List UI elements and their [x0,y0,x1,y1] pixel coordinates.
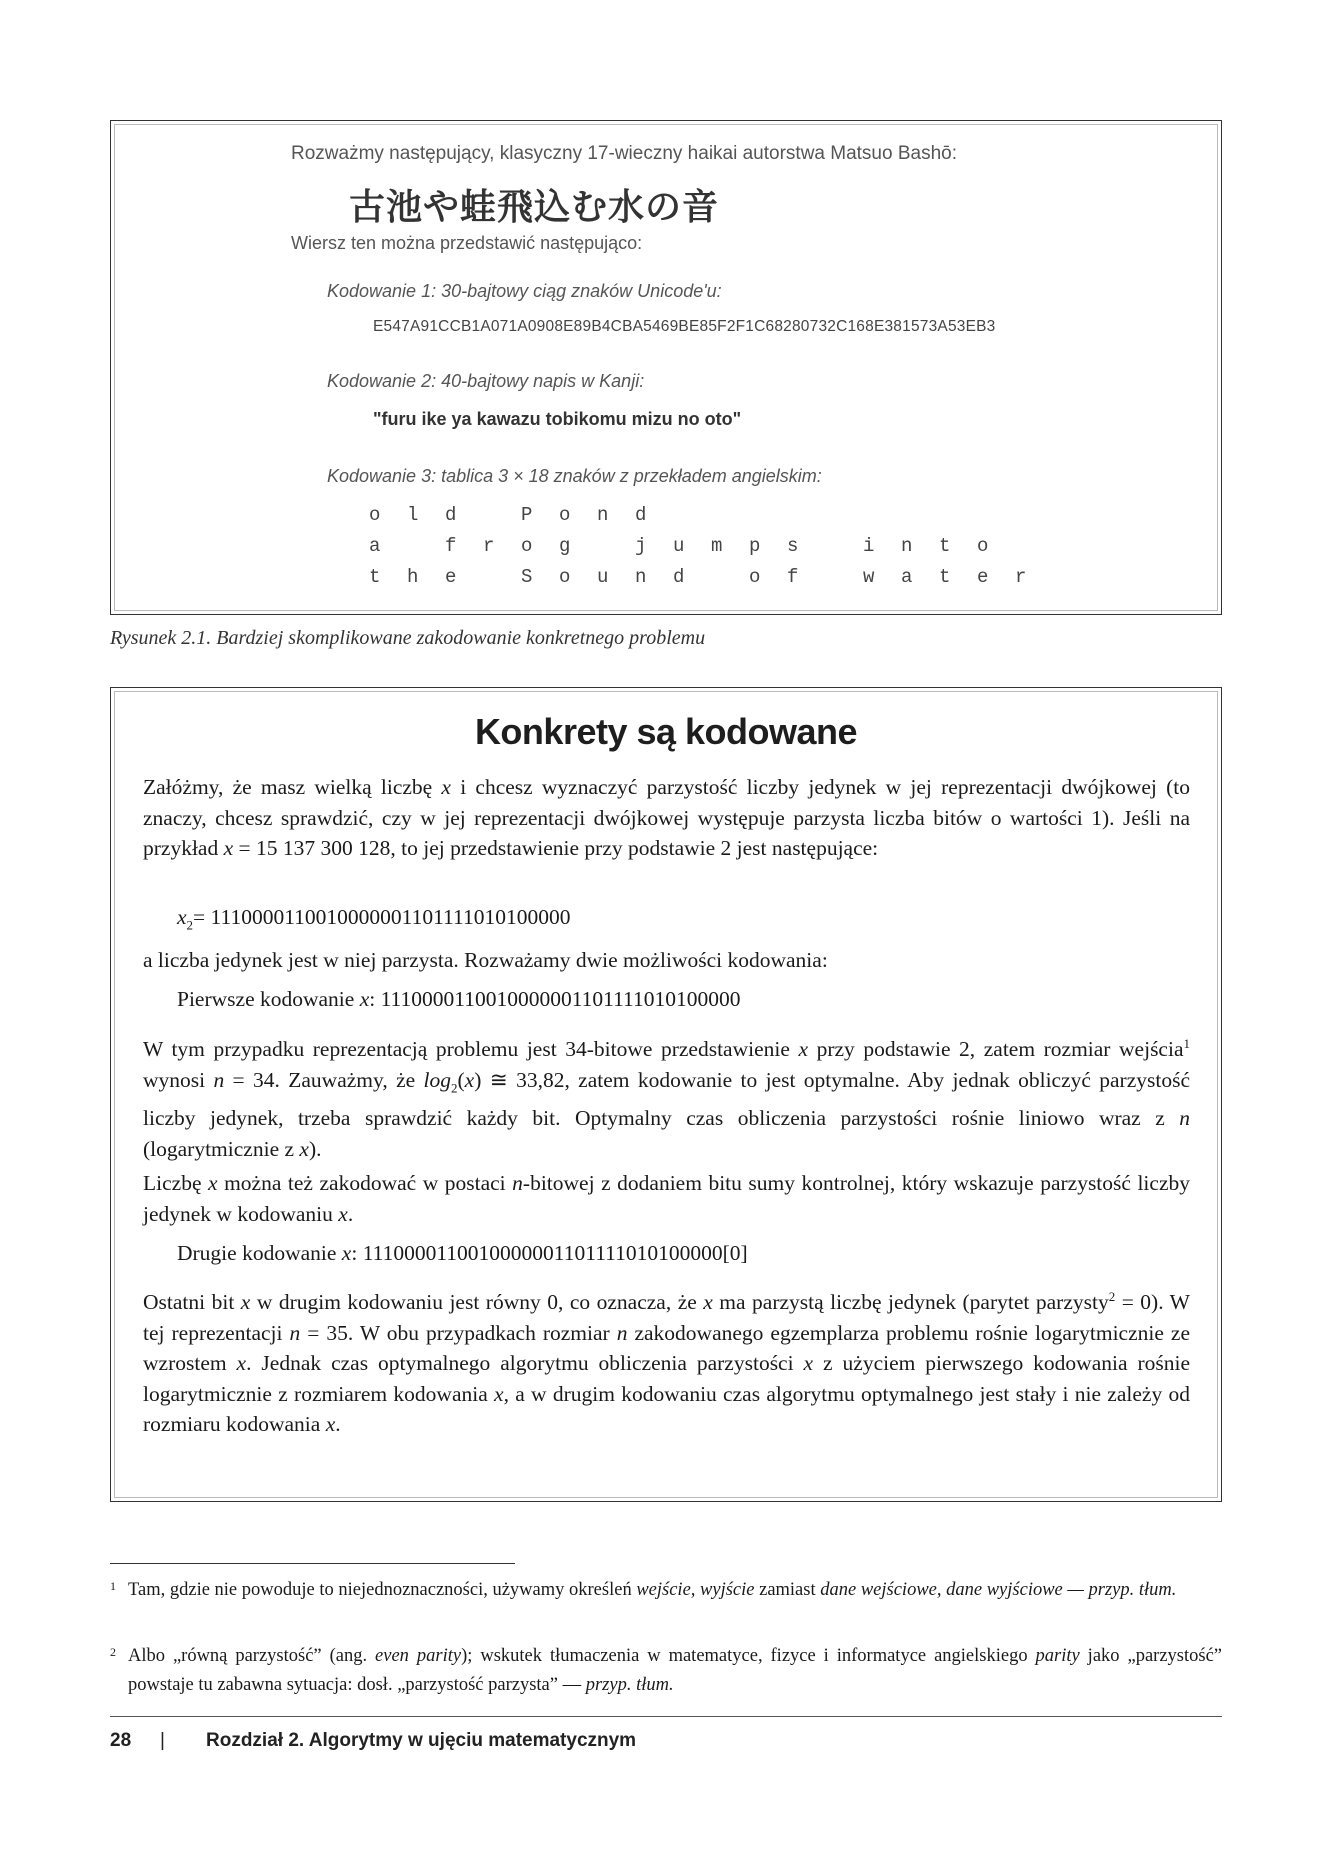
first-encoding-label: Pierwsze kodowanie [177,987,360,1011]
footnote-text: dane wejściowe, dane wyjściowe — przyp. tłum. [820,1580,1177,1600]
grid-cell: u [673,535,685,557]
chapter-title: Rozdział 2. Algorytmy w ujęciu matematycznym [206,1730,637,1751]
paragraph-4 [143,1168,1190,1229]
var-x: x [177,905,187,929]
footer-rule [110,1716,1222,1717]
p3-text: ). [308,1136,322,1161]
grid-cell: o [521,535,533,557]
grid-cell: t [939,566,951,588]
p3-text: = 34. Zauważmy, że [224,1067,424,1092]
binary-value: = 1110000110010000001101111010100000 [193,905,571,929]
var-n: n [289,1320,301,1345]
sidebar-title: Konkrety są kodowane [474,711,858,752]
second-encoding-label: Drugie kodowanie [177,1241,342,1265]
p1-text-a: Załóżmy, że masz wielką liczbę [143,775,442,799]
footnote-text: przyp. tłum. [585,1675,674,1695]
footnote-text: parity [1035,1646,1080,1666]
p5-text: = 35. W obu przypadkach rozmiar [300,1320,617,1345]
footnote-text: zamiast [754,1580,821,1600]
var-n: n [1179,1106,1190,1131]
paragraph-5 [143,1282,1190,1440]
var-n: n [512,1171,523,1195]
grid-cell: f [445,535,457,557]
var-x: x [299,1136,309,1161]
p5-text: . Jednak czas optymalnego algorytmu obliczenia parzystości [246,1351,804,1376]
p5-text: = 0). W tej reprezentacji [143,1290,1190,1345]
grid-cell: o [749,566,761,588]
footnote-text: ); wskutek tłumaczenia w matematyce, fizyce i informatyce angielskiego [461,1646,1036,1666]
p3-text: przy podstawie 2, zatem rozmiar wejścia [808,1037,1184,1062]
var-x: x [798,1037,809,1062]
grid-cell: n [635,566,647,588]
var-x: x [341,1241,352,1265]
p5-text: Ostatni bit [143,1290,241,1315]
p5-text: . [335,1412,341,1437]
grid-cell: m [711,535,723,557]
footnote-text: Albo „równą parzystość” (ang. [128,1646,376,1666]
grid-cell: l [407,504,419,526]
p3-text: ( [457,1067,465,1092]
footer-separator: | [160,1730,165,1751]
var-x: x [359,987,370,1011]
second-encoding-value: : 1110000110010000001101111010100000[0] [351,1241,748,1265]
p5-text: , a w drugim kodowaniu czas algorytmu optymalnego jest stały i nie zależy od rozmiaru kodowania [143,1381,1190,1437]
p4-text: -bitowej z dodaniem bitu sumy kontrolnej, który wskazuje parzystość liczby jedynek w kodowaniu [143,1171,1190,1226]
var-n: n [616,1320,628,1345]
encoding-3-label: Kodowanie 3: tablica 3 × 18 znaków z przekładem angielskim: [327,466,822,486]
grid-cell: i [863,535,875,557]
figure-represent-text: Wiersz ten można przedstawić następująco: [291,233,643,253]
grid-cell: r [1015,566,1027,588]
grid-cell: e [445,566,457,588]
var-x: x [441,775,451,799]
grid-cell: d [445,504,457,526]
footnote-marker: 2 [110,1645,116,1659]
grid-cell: a [901,566,913,588]
footnote-ref-2: 2 [1108,1289,1116,1304]
grid-cell: o [369,504,381,526]
var-x: x [240,1290,251,1315]
grid-cell: j [635,535,647,557]
footnote-separator [110,1563,515,1564]
p4-text: można też zakodować w postaci [217,1171,513,1195]
paragraph-2: a liczba jedynek jest w niej parzysta. Rozważamy dwie możliwości kodowania: [143,948,828,972]
p3-text: ) ≅ 33,82, zatem kodowanie to jest optymalne. Aby jednak obliczyć parzystość liczby jedynek, trzeba sprawdzić każdy bit. Optymalny czas obliczenia parzystości rośnie liniowo wraz z [143,1067,1191,1131]
p4-text: . [347,1201,354,1226]
grid-cell: r [483,535,495,557]
var-x: x [703,1290,713,1315]
encoding-1-label: Kodowanie 1: 30-bajtowy ciąg znaków Unicode'u: [327,281,722,301]
footnote-body [128,1576,1222,1605]
p5-text: z użyciem pierwszego kodowania rośnie logarytmicznie z rozmiarem kodowania [143,1351,1190,1406]
paragraph-1 [143,772,1190,864]
p3-text: (logarytmicznie z [143,1136,300,1161]
var-n: n [213,1067,225,1092]
encoding-2-label: Kodowanie 2: 40-bajtowy napis w Kanji: [327,371,645,391]
sidebar-box [110,687,1222,1502]
figure-caption: Rysunek 2.1. Bardziej skomplikowane zakodowanie konkretnego problemu [110,627,706,649]
p1-text-c: = 15 137 300 128, to jej przedstawienie przy podstawie 2 jest następujące: [233,836,879,860]
subscript: 2 [451,1079,458,1095]
footnote-text: wejście, wyjście [636,1580,755,1600]
log-function: log [423,1067,451,1092]
page-number: 28 [110,1730,132,1751]
encoding-2-value: "furu ike ya kawazu tobikomu mizu no oto" [373,409,742,429]
var-x: x [223,836,234,860]
p4-text: Liczbę [143,1171,209,1195]
grid-cell: d [673,566,685,588]
subscript: 2 [186,917,194,933]
figure-intro-text: Rozważmy następujący, klasyczny 17-wieczny haikai autorstwa Matsuo Bashō: [291,143,957,164]
footnote-marker: 1 [110,1579,116,1593]
footnote-text: Tam, gdzie nie powoduje to niejednoznaczności, używamy określeń [128,1580,637,1600]
grid-cell: n [597,504,609,526]
var-x: x [494,1381,504,1406]
haiku-kanji: 古池や蛙飛込む水の音 [349,186,720,227]
var-x: x [208,1171,218,1195]
p1-text-b: i chcesz wyznaczyć parzystość liczby jedynek w jej reprezentacji dwójkowej (to znaczy, chcesz sprawdzić, czy w jej reprezentacji dwójkowej występuje parzysta liczba bitów o wartości 1). Jeśli na przykład [143,775,1190,860]
grid-cell: d [635,504,647,526]
grid-cell: w [863,566,875,588]
grid-cell: o [559,504,571,526]
footnote-2 [110,1642,1222,1700]
p5-text: ma parzystą liczbę jedynek (parytet parzysty [712,1290,1109,1315]
grid-cell: o [559,566,571,588]
second-encoding [177,1241,748,1266]
p3-text: wynosi [143,1067,214,1092]
grid-cell: P [521,504,533,526]
var-x: x [325,1412,336,1437]
binary-representation [177,905,570,933]
first-encoding [177,987,741,1012]
figure-box [110,120,1222,615]
grid-cell: o [977,535,989,557]
footnote-text: even parity [375,1646,462,1666]
grid-cell: t [369,566,381,588]
grid-cell: f [787,566,799,588]
var-x: x [338,1201,348,1226]
grid-cell: t [939,535,951,557]
grid-cell: u [597,566,609,588]
paragraph-3 [143,1029,1190,1164]
grid-cell: h [407,566,419,588]
grid-cell: S [521,566,533,588]
first-encoding-value: : 1110000110010000001101111010100000 [369,987,741,1011]
footnote-body [128,1642,1222,1700]
var-x: x [464,1067,475,1092]
grid-cell: s [787,535,799,557]
footnote-text: jako „parzystość” powstaje tu zabawna sytuacja: dosł. „parzystość parzysta” — [128,1646,1222,1695]
grid-cell: p [749,535,761,557]
p5-text: w drugim kodowaniu jest równy 0, co oznacza, że [250,1290,704,1315]
footnote-1 [110,1576,1222,1605]
p3-text: W tym przypadku reprezentacją problemu jest 34-bitowe przedstawienie [143,1037,799,1062]
grid-cell: e [977,566,989,588]
var-x: x [236,1351,247,1376]
encoding-1-value: E547A91CCB1A071A0908E89B4CBA5469BE85F2F1C68280732C168E381573A53EB3 [373,318,996,335]
var-x: x [803,1351,814,1376]
grid-cell: g [559,535,571,557]
grid-cell: a [369,535,381,557]
p5-text: zakodowanego egzemplarza problemu rośnie logarytmicznie ze wzrostem [143,1320,1190,1376]
footnote-ref-1: 1 [1183,1036,1190,1051]
grid-cell: n [901,535,913,557]
